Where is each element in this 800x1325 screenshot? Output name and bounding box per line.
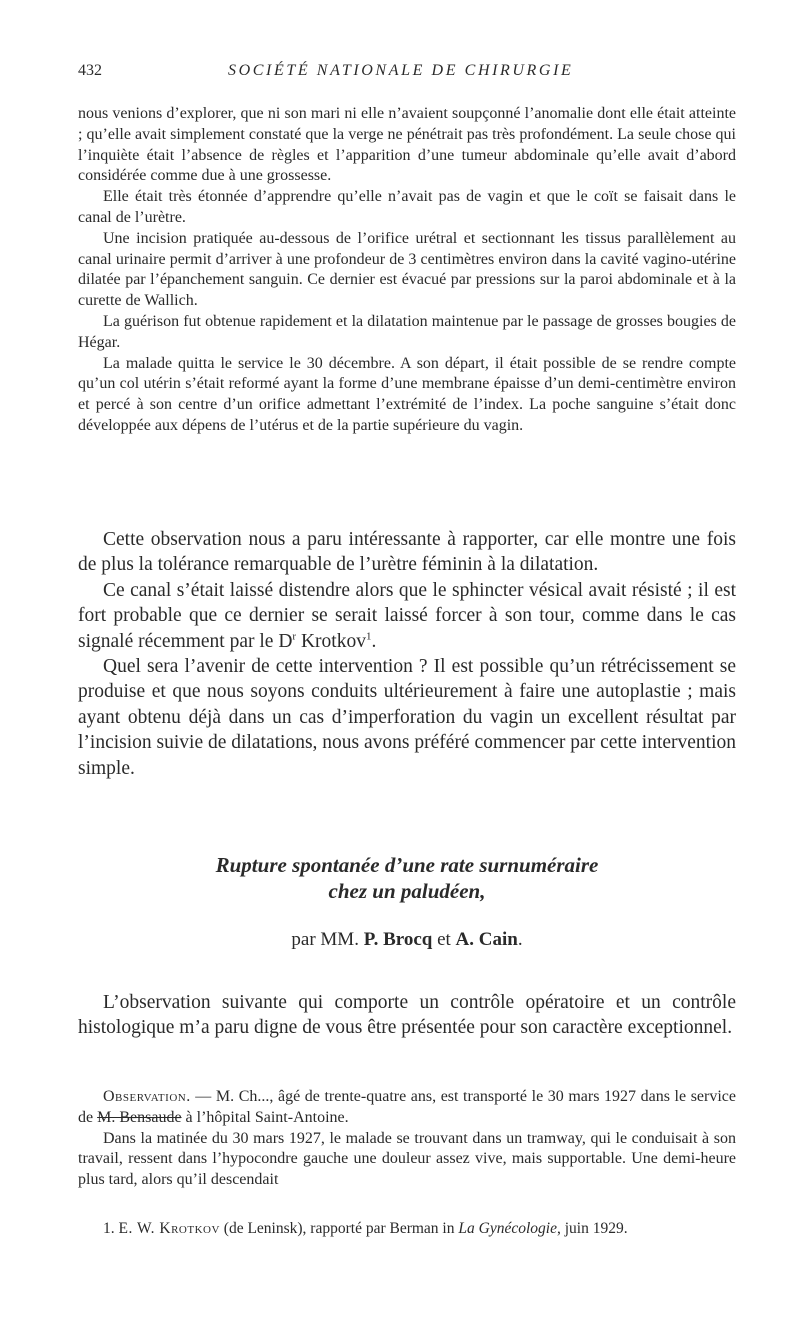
- section-intro: [78, 990, 736, 1041]
- authors-line: [78, 929, 736, 951]
- footnote-author: E. W. Krotkov: [118, 1220, 220, 1237]
- authors-prefix: par MM.: [291, 929, 364, 950]
- section-title-line: Rupture spontanée d’une rate surnuméraire: [215, 853, 599, 877]
- page-number: 432: [78, 62, 102, 79]
- authors-end: .: [517, 929, 523, 950]
- text-run: (de Leninsk), rapporté par Berman in: [219, 1220, 459, 1237]
- page-header: [78, 60, 736, 86]
- observation-label: Observation.: [103, 1088, 191, 1105]
- paragraph: La malade quitta le service le 30 décembre. A son départ, il était possible de se rendre compte qu’un col utérin s’était reformé ayant la forme d’une membrane épaisse d’un demi-centimètre environ et percé à son centre d’un orifice admettant l’extrémité de l’index. La poche sanguine s’était donc développée aux dépens de l’utérus et de la partie supérieure du vagin.: [78, 354, 736, 434]
- body-text-large: [78, 527, 736, 781]
- body-text-small: [78, 104, 736, 437]
- paragraph: La guérison fut obtenue rapidement et la dilatation maintenue par le passage de grosses bougies de Hégar.: [78, 312, 736, 351]
- footnotes: [78, 1219, 736, 1240]
- text-run: Ce canal s’était laissé distendre alors que le sphincter vésical avait résisté ; il est fort probable que ce dernier se serait laissé forcer à son tour, comme dans le cas signalé récemment par le D: [78, 579, 736, 652]
- paragraph: Quel sera l’avenir de cette intervention ? Il est possible qu’un rétrécissement se produise et que nous soyons conduits ultérieurement à faire une autoplastie ; mais ayant obtenu déjà dans un cas d’imperforation du vagin un excellent résultat par l’incision suivie de dilatations, nous avons préféré commencer par cette intervention simple.: [78, 656, 736, 779]
- section-title-line: chez un paludéen,: [328, 879, 486, 903]
- footnote: [78, 1219, 736, 1240]
- text-run: .: [371, 630, 377, 652]
- paragraph: Une incision pratiquée au-dessous de l’orifice urétral et sectionnant les tissus parallèlement au canal urinaire permit d’arriver à une profondeur de 3 centimètres environ dans la cavité vagino-utérine dilatée par l’épanchement sanguin. Ce dernier est évacué par pressions sur la paroi abdominale et à la curette de Wallich.: [78, 229, 736, 310]
- footnote-ref: 1: [365, 630, 372, 643]
- paragraph: L’observation suivante qui comporte un contrôle opératoire et un contrôle histologique m’a paru digne de vous être présentée pour son caractère exceptionnel.: [78, 992, 736, 1039]
- observation-text: [78, 1087, 736, 1191]
- journal-title: La Gynécologie: [458, 1220, 557, 1237]
- text-run: , juin 1929.: [556, 1220, 628, 1237]
- paragraph: nous venions d’explorer, que ni son mari ni elle n’avaient soupçonné l’anomalie dont elle était atteinte ; qu’elle avait simplement constaté que la verge ne pénétrait pas très profondément. La seule chose qui l’inquiète était l’absence de règles et l’apparition d’une tumeur abdominale qu’elle avait d’abord considérée comme due à une grossesse.: [78, 105, 736, 185]
- authors-and: et: [432, 929, 456, 950]
- superscript: r: [292, 630, 297, 643]
- author-name: P. Brocq: [363, 929, 433, 950]
- paragraph: [78, 578, 736, 654]
- text-run: à l’hôpital Saint-Antoine.: [181, 1108, 349, 1126]
- running-title: SOCIÉTÉ NATIONALE DE CHIRURGIE: [228, 62, 574, 79]
- text-run: — M. Ch..., âgé de trente-quatre ans, est transporté le 30 mars 1927 dans le service de: [78, 1088, 736, 1126]
- text-run: Krotkov: [296, 630, 366, 652]
- paragraph: Elle était très étonnée d’apprendre qu’elle n’avait pas de vagin et que le coït se faisait dans le canal de l’urètre.: [78, 188, 736, 226]
- paragraph: Cette observation nous a paru intéressante à rapporter, car elle montre une fois de plus la tolérance remarquable de l’urètre féminin à la dilatation.: [78, 529, 736, 576]
- struck-text: M. Bensaude: [97, 1108, 182, 1126]
- paragraph: [78, 1087, 736, 1129]
- section-title: [78, 852, 736, 904]
- footnote-number: 1.: [103, 1220, 115, 1237]
- author-name: A. Cain: [455, 929, 518, 950]
- paragraph: Dans la matinée du 30 mars 1927, le malade se trouvant dans un tramway, qui le conduisait à son travail, ressent dans l’hypocondre gauche une douleur assez vive, mais supportable. Une demi-heure plus tard, alors qu’il descendait: [78, 1129, 736, 1189]
